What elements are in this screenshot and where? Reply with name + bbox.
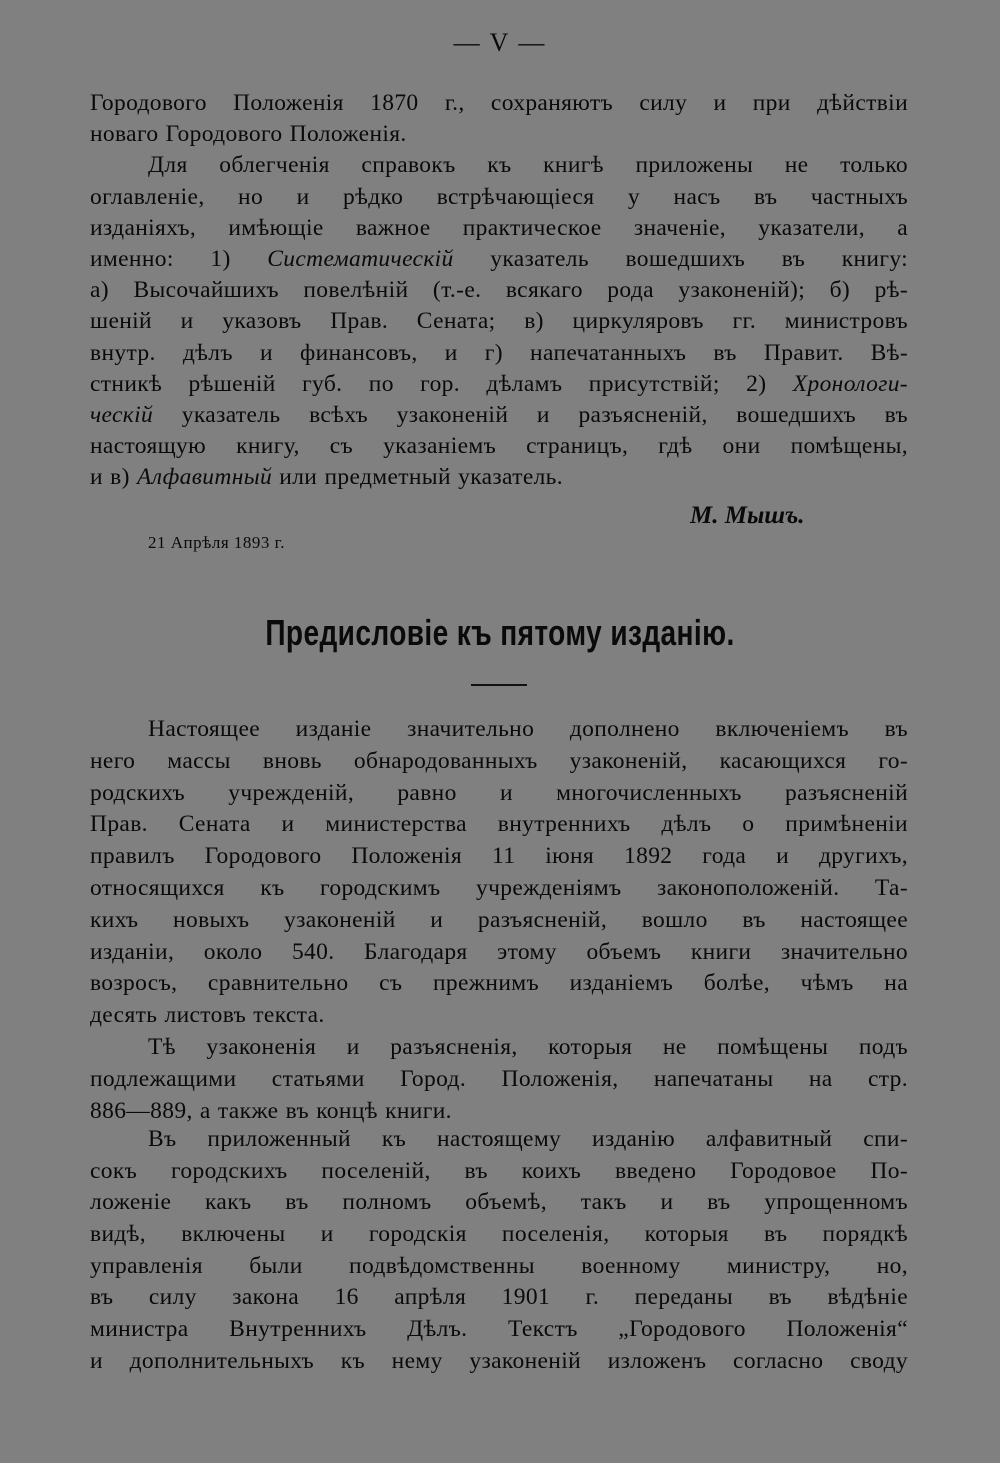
text-line: Для облегченія справокъ къ книгѣ приложены не только [148, 152, 908, 179]
text-line: шеній и указовъ Прав. Сената; в) циркуляровъ гг. министровъ [90, 308, 908, 335]
index-name-alphabetical: Алфавитный [137, 464, 273, 491]
text-line: министра Внутреннихъ Дѣлъ. Текстъ „Городового Положенія“ [90, 1316, 908, 1343]
text-line: видѣ, включены и городскія поселенія, которыя въ порядкѣ [90, 1221, 908, 1248]
intro-text [90, 88, 908, 493]
text-run: или предметный указатель. [272, 464, 563, 491]
text-line: внутр. дѣлъ и финансовъ, и г) напечатанныхъ въ Правит. Вѣ- [90, 339, 908, 366]
text-line: возросъ, сравнительно съ прежнимъ изданіемъ болѣе, чѣмъ на [90, 970, 908, 997]
text-line: десять листовъ текста. [90, 1002, 325, 1029]
text-line: настоящую книгу, съ указаніемъ страницъ, гдѣ они помѣщены, [90, 433, 908, 460]
text-line: а) Высочайшихъ повелѣній (т.-е. всякаго рода узаконеній); б) рѣ- [90, 277, 908, 304]
text-line [90, 400, 908, 431]
text-line [90, 369, 908, 400]
text-line: ложеніе какъ въ полномъ объемѣ, такъ и въ упрощенномъ [90, 1189, 908, 1216]
text-line: кихъ новыхъ узаконеній и разъясненій, вошло въ настоящее [90, 906, 908, 933]
text-line: оглавленіе, но и рѣдко встрѣчающіеся у насъ въ частныхъ [90, 183, 908, 210]
text-line: Прав. Сената и министерства внутреннихъ дѣлъ о примѣненіи [90, 811, 908, 838]
text-line: изданіяхъ, имѣющіе важное практическое значеніе, указатели, а [90, 214, 908, 241]
text-line: сокъ городскихъ поселеній, въ коихъ введено Городовое По- [90, 1157, 908, 1184]
text-line: изданіи, около 540. Благодаря этому объемъ книги значительно [90, 938, 908, 965]
text-line: новаго Городового Положенія. [90, 121, 407, 148]
preface-paragraph-1 [90, 714, 908, 1032]
text-run: указатель вошедшихъ въ книгу: [453, 245, 908, 272]
index-name-chronological-cont: ческій [90, 401, 154, 428]
author-signature: М. Мышъ. [690, 502, 805, 529]
index-name-systematic: Систематическій [267, 245, 454, 272]
text-line: Городового Положенія 1870 г., сохраняютъ силу и при дѣйствіи [90, 90, 908, 116]
text-line: 886—889, а также въ концѣ книги. [90, 1097, 452, 1124]
text-run: стникѣ рѣшеній губ. по гор. дѣламъ присутствій; 2) [90, 370, 793, 397]
text-run: и в) [90, 464, 137, 491]
text-line: въ силу закона 16 апрѣля 1901 г. переданы въ вѣдѣніе [90, 1284, 908, 1311]
text-line: Тѣ узаконенія и разъясненія, которыя не помѣщены подъ [148, 1034, 908, 1060]
preface-paragraph-3 [90, 1124, 908, 1378]
text-run: указатель всѣхъ узаконеній и разъясненій, вошедшихъ въ [153, 401, 908, 428]
page-number: — V — [453, 28, 547, 57]
text-line: Настоящее изданіе значительно дополнено включеніемъ въ [148, 716, 908, 742]
text-line: подлежащими статьями Город. Положенія, напечатаны на стр. [90, 1065, 908, 1092]
text-line [90, 462, 908, 493]
text-line: родскихъ учрежденій, равно и многочисленныхъ разъясненій [90, 779, 908, 806]
text-run: именно: 1) [90, 245, 268, 272]
text-line: него массы вновь обнародованныхъ узаконеній, касающихся го- [90, 747, 908, 774]
heading-divider [471, 684, 527, 686]
preface-date: 21 Апрѣля 1893 г. [148, 533, 285, 552]
section-heading: Предисловіе къ пятому изданію. [265, 612, 735, 653]
text-line: относящихся къ городскимъ учрежденіямъ законоположеній. Та- [90, 874, 908, 901]
index-name-chronological: Хронологи- [792, 370, 908, 397]
text-line: Въ приложенный къ настоящему изданію алфавитный спи- [148, 1126, 908, 1152]
text-line: и дополнительныхъ къ нему узаконеній изложенъ согласно своду [90, 1347, 908, 1374]
text-line: правилъ Городового Положенія 11 іюня 1892 года и другихъ, [90, 843, 908, 870]
text-line [90, 244, 908, 275]
preface-paragraph-2 [90, 1032, 908, 1127]
text-line: управленія были подвѣдомственны военному министру, но, [90, 1252, 908, 1279]
